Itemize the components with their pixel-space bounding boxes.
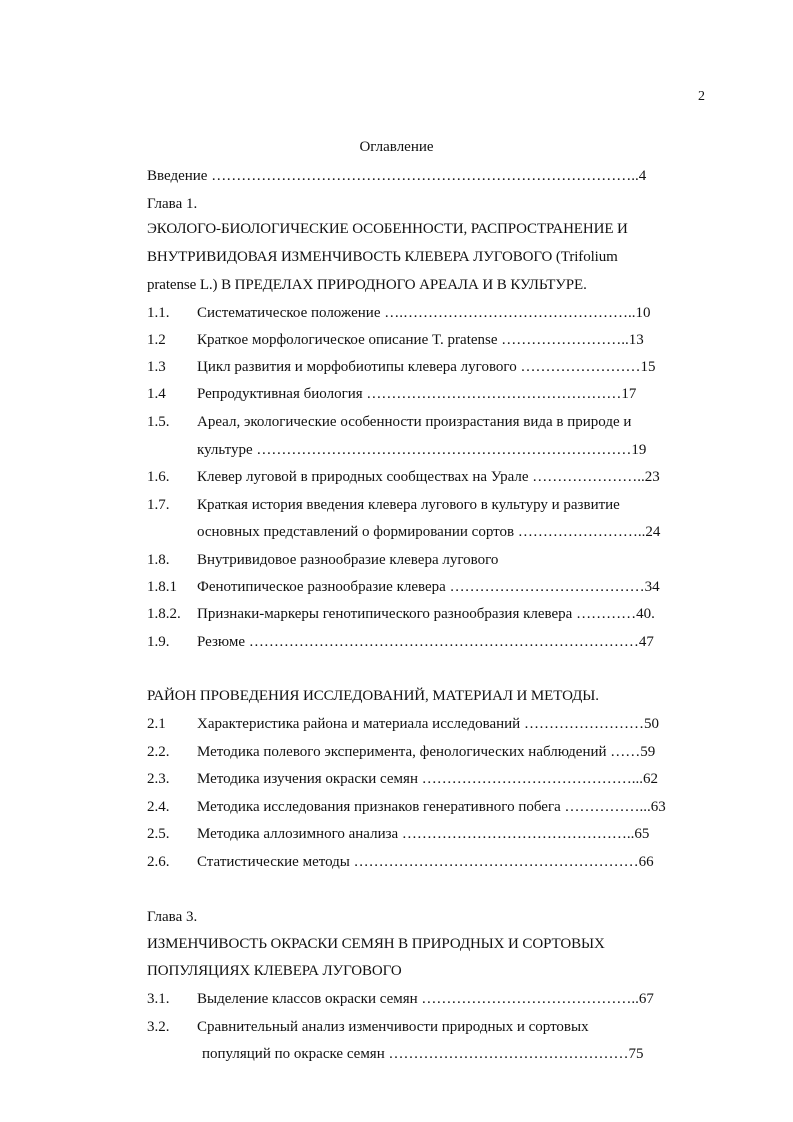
toc-title: Оглавление: [359, 139, 434, 155]
toc-item-number: 2.1: [147, 716, 166, 732]
chapter-1-heading-line: ЭКОЛОГО-БИОЛОГИЧЕСКИЕ ОСОБЕННОСТИ, РАСПРОСТРАНЕНИЕ И: [147, 221, 628, 237]
toc-item-text: Выделение классов окраски семян ……………………………………..67: [197, 991, 654, 1007]
toc-item-number: 2.6.: [147, 854, 170, 870]
page-number: 2: [698, 89, 705, 104]
chapter-3-heading-line: ПОПУЛЯЦИЯХ КЛЕВЕРА ЛУГОВОГО: [147, 963, 402, 979]
chapter-3-heading-line: ИЗМЕНЧИВОСТЬ ОКРАСКИ СЕМЯН В ПРИРОДНЫХ И СОРТОВЫХ: [147, 936, 605, 952]
toc-item-text: Методика исследования признаков генеративного побега ……………...63: [197, 799, 666, 815]
toc-item-number: 2.3.: [147, 771, 170, 787]
toc-item-text: Методика аллозимного анализа ………………………………………..65: [197, 826, 650, 842]
toc-item-number: 1.9.: [147, 634, 170, 650]
toc-item-number: 3.1.: [147, 991, 170, 1007]
chapter-1-label: Глава 1.: [147, 196, 198, 212]
toc-item-text: популяций по окраске семян …………………………………………75: [202, 1046, 644, 1062]
toc-item-text: Цикл развития и морфобиотипы клевера лугового ……………………15: [197, 359, 656, 375]
toc-item-text: основных представлений о формировании сортов ……………………..24: [197, 524, 661, 540]
toc-item-number: 2.2.: [147, 744, 170, 760]
chapter-1-heading-line: ВНУТРИВИДОВАЯ ИЗМЕНЧИВОСТЬ КЛЕВЕРА ЛУГОВОГО (Trifolium: [147, 249, 618, 265]
chapter-1-heading-line: pratense L.) В ПРЕДЕЛАХ ПРИРОДНОГО АРЕАЛА И В КУЛЬТУРЕ.: [147, 277, 587, 293]
toc-item-text: культуре …………………………………………………………………19: [197, 442, 647, 458]
toc-item-text: Сравнительный анализ изменчивости природных и сортовых: [197, 1019, 589, 1035]
toc-item-number: 1.8.: [147, 552, 170, 568]
toc-item-number: 1.3: [147, 359, 166, 375]
toc-item-text: Фенотипическое разнообразие клевера …………………………………34: [197, 579, 660, 595]
chapter-3-label: Глава 3.: [147, 909, 198, 925]
toc-item-number: 1.8.1: [147, 579, 177, 595]
toc-item-text: Резюме ……………………………………………………………………47: [197, 634, 654, 650]
toc-item-text: Методика изучения окраски семян ……………………………………...62: [197, 771, 658, 787]
toc-item-number: 2.5.: [147, 826, 170, 842]
toc-item-text: Методика полевого эксперимента, фенологических наблюдений ……59: [197, 744, 656, 760]
toc-item-text: Признаки-маркеры генотипического разнообразия клевера …………40.: [197, 606, 655, 622]
toc-item-number: 1.2: [147, 332, 166, 348]
toc-item-number: 1.7.: [147, 497, 170, 513]
toc-item-text: Репродуктивная биология ……………………………………………17: [197, 386, 637, 402]
toc-item-text: Систематическое положение ….………………………………………..10: [197, 305, 651, 321]
toc-item-number: 1.1.: [147, 305, 170, 321]
toc-intro-entry: Введение …………………………………………………………………………..4: [147, 168, 647, 184]
toc-item-text: Клевер луговой в природных сообществах на Урале …………………..23: [197, 469, 660, 485]
chapter-2-heading: РАЙОН ПРОВЕДЕНИЯ ИССЛЕДОВАНИЙ, МАТЕРИАЛ И МЕТОДЫ.: [147, 688, 599, 704]
toc-item-number: 1.4: [147, 386, 166, 402]
toc-item-number: 1.5.: [147, 414, 170, 430]
toc-item-text: Внутривидовое разнообразие клевера лугового: [197, 552, 499, 568]
toc-item-text: Статистические методы …………………………………………………66: [197, 854, 654, 870]
toc-item-number: 1.6.: [147, 469, 170, 485]
toc-item-number: 1.8.2.: [147, 606, 181, 622]
toc-item-number: 2.4.: [147, 799, 170, 815]
toc-item-text: Характеристика района и материала исследований ……………………50: [197, 716, 659, 732]
toc-item-number: 3.2.: [147, 1019, 170, 1035]
toc-item-text: Краткое морфологическое описание T. pratense ……………………..13: [197, 332, 644, 348]
toc-item-text: Ареал, экологические особенности произрастания вида в природе и: [197, 414, 632, 430]
toc-item-text: Краткая история введения клевера лугового в культуру и развитие: [197, 497, 620, 513]
